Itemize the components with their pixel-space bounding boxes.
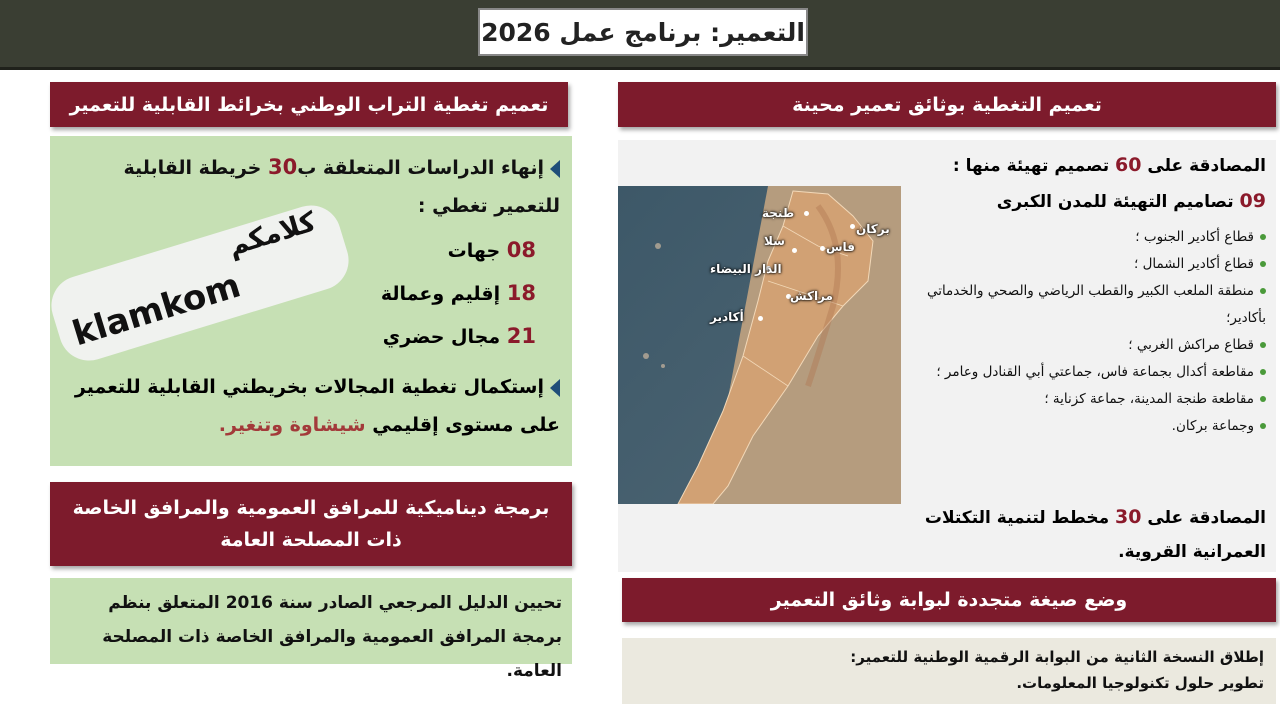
portal-line1: إطلاق النسخة الثانية من البوابة الرقمية الوطنية للتعمير: [850,648,1264,666]
bullet-icon [1260,342,1266,348]
highlight-provinces: شيشاوة وتنغير. [218,414,366,436]
city-fes: فاس [826,240,855,254]
morocco-map [618,186,901,504]
city-agadir: أكادير [710,310,744,324]
city-sale: سلا [764,234,785,248]
list-item: منطقة الملعب الكبير والقطب الرياضي والصحي والخدماتي بأكادير؛ [926,283,1266,326]
item-completion: إستكمال تغطية المجالات بخريطتي القابلية للتعمير على مستوى إقليمي شيشاوة وتنغير. [74,376,560,436]
page-title: التعمير: برنامج عمل 2026 [478,8,808,56]
bullet-icon [1260,288,1266,294]
city-marrakech: مراكش [790,289,833,303]
big-cities-count: 09 [1239,190,1266,212]
big-cities-plans: 09 تصاميم التهيئة للمدن الكبرى [996,190,1266,212]
stat-provinces: 18 إقليم وعمالة [380,281,536,305]
bullet-icon [1260,396,1266,402]
stat-urban-areas: 21 مجال حضري [382,324,536,348]
city-dot [804,211,809,216]
left-box-facilities: تحيين الدليل المرجعي الصادر سنة 2016 المتعلق بنظم برمجة المرافق العمومية والمرافق الخاصة ذات المصلحة العامة. [50,578,572,664]
sectors-list [906,224,1266,492]
list-item: وجماعة بركان. [906,413,1266,440]
right-header-portal: وضع صيغة متجددة لبوابة وثائق التعمير [622,578,1276,622]
bullet-icon [1260,234,1266,240]
city-berkane: بركان [856,222,890,236]
bullet-icon [1260,369,1266,375]
watermark-latin: klamkom [67,265,246,355]
rural-plans-count: 30 [1115,506,1142,528]
bullet-icon [1260,261,1266,267]
portal-line2: تطوير حلول تكنولوجيا المعلومات. [1016,674,1264,692]
rural-plans: المصادقة على 30 مخطط لتنمية التكتلات العمرانية القروية. [924,506,1266,562]
arrow-bullet-icon [550,160,560,178]
bullet-icon [1260,423,1266,429]
city-dot [792,248,797,253]
city-dot [820,246,825,251]
plans-intro: المصادقة على 60 تصميم تهيئة منها : [952,154,1266,176]
right-box-portal [622,638,1276,704]
right-header-documents: تعميم التغطية بوثائق تعمير محينة [618,82,1276,127]
list-item: مقاطعة أكدال بجماعة فاس، جماعتي أبي القنادل وعامر ؛ [906,359,1266,386]
city-casablanca: الدار البيضاء [710,262,782,276]
city-dot [850,224,855,229]
plans-count: 60 [1115,154,1142,176]
left-header-facilities: برمجة ديناميكية للمرافق العمومية والمرافق الخاصة ذات المصلحة العامة [50,482,572,566]
stat-regions: 08 جهات [447,238,536,262]
list-item: مقاطعة طنجة المدينة، جماعة كزناية ؛ [906,386,1266,413]
item-studies: إنهاء الدراسات المتعلقة ب30 خريطة القابلية للتعمير تغطي : [123,155,560,217]
list-item: قطاع أكادير الشمال ؛ [906,251,1266,278]
list-item: قطاع مراكش الغربي ؛ [906,332,1266,359]
city-dot [758,316,763,321]
city-tangier: طنجة [762,206,795,220]
list-item: قطاع أكادير الجنوب ؛ [906,224,1266,251]
arrow-bullet-icon [550,379,560,397]
watermark-arabic: كلامكم [224,206,320,263]
maps-count: 30 [267,155,298,179]
left-header-maps: تعميم تغطية التراب الوطني بخرائط القابلية للتعمير [50,82,568,127]
